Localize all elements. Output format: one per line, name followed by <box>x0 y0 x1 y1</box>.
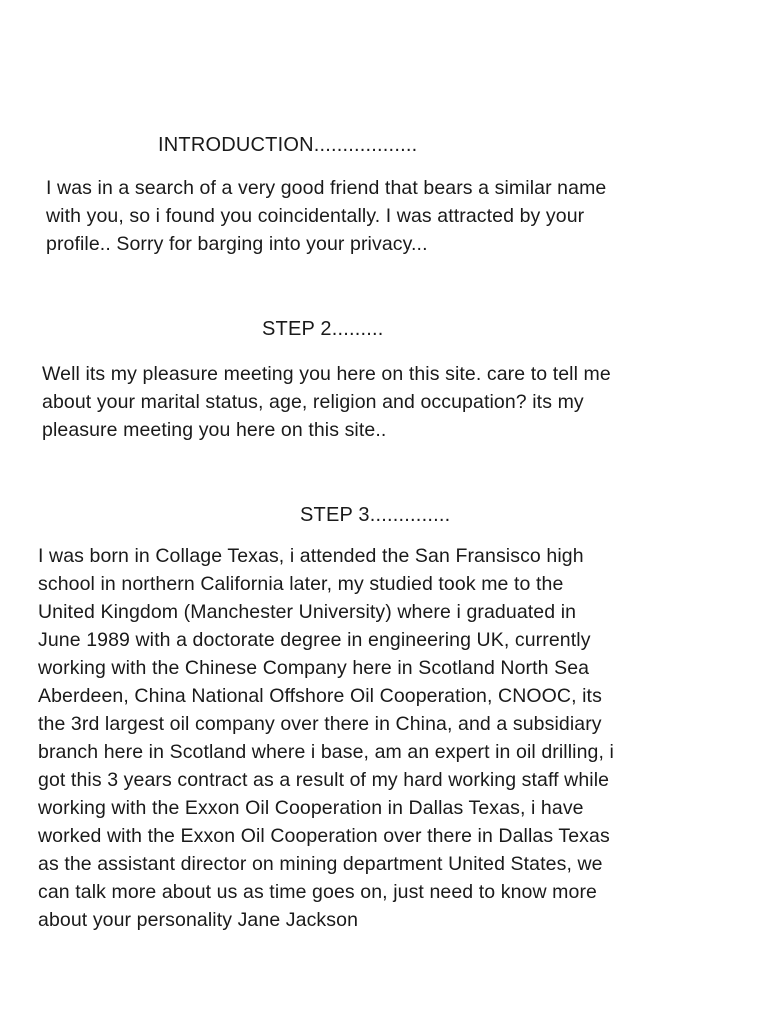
step-2-paragraph <box>42 360 611 444</box>
step-3-heading: STEP 3.............. <box>300 504 451 526</box>
introduction-heading: INTRODUCTION.................. <box>158 134 418 156</box>
paragraph-line: Aberdeen, China National Offshore Oil Cooperation, CNOOC, its <box>38 685 602 707</box>
paragraph-line: with you, so i found you coincidentally. I was attracted by your <box>46 205 585 227</box>
paragraph-line: got this 3 years contract as a result of my hard working staff while <box>38 769 610 791</box>
step-3-paragraph <box>38 542 614 934</box>
paragraph-line: Well its my pleasure meeting you here on this site. care to tell me <box>42 363 611 385</box>
paragraph-line: working with the Exxon Oil Cooperation in Dallas Texas, i have <box>38 797 584 819</box>
paragraph-line: about your personality Jane Jackson <box>38 909 359 931</box>
paragraph-line: about your marital status, age, religion and occupation? its my <box>42 391 584 413</box>
paragraph-line: June 1989 with a doctorate degree in engineering UK, currently <box>38 629 591 651</box>
step-2-heading: STEP 2......... <box>262 318 384 340</box>
paragraph-line: United Kingdom (Manchester University) where i graduated in <box>38 601 577 623</box>
paragraph-line: profile.. Sorry for barging into your privacy... <box>46 233 428 255</box>
paragraph-line: I was in a search of a very good friend that bears a similar name <box>46 177 607 199</box>
paragraph-line: I was born in Collage Texas, i attended the San Fransisco high <box>38 545 584 567</box>
paragraph-line: worked with the Exxon Oil Cooperation over there in Dallas Texas <box>38 825 610 847</box>
paragraph-line: as the assistant director on mining department United States, we <box>38 853 603 875</box>
paragraph-line: branch here in Scotland where i base, am an expert in oil drilling, i <box>38 741 614 763</box>
paragraph-line: school in northern California later, my studied took me to the <box>38 573 564 595</box>
introduction-paragraph <box>46 174 606 258</box>
paragraph-line: working with the Chinese Company here in Scotland North Sea <box>38 657 590 679</box>
paragraph-line: pleasure meeting you here on this site.. <box>42 419 387 441</box>
paragraph-line: the 3rd largest oil company over there in China, and a subsidiary <box>38 713 602 735</box>
paragraph-line: can talk more about us as time goes on, just need to know more <box>38 881 597 903</box>
